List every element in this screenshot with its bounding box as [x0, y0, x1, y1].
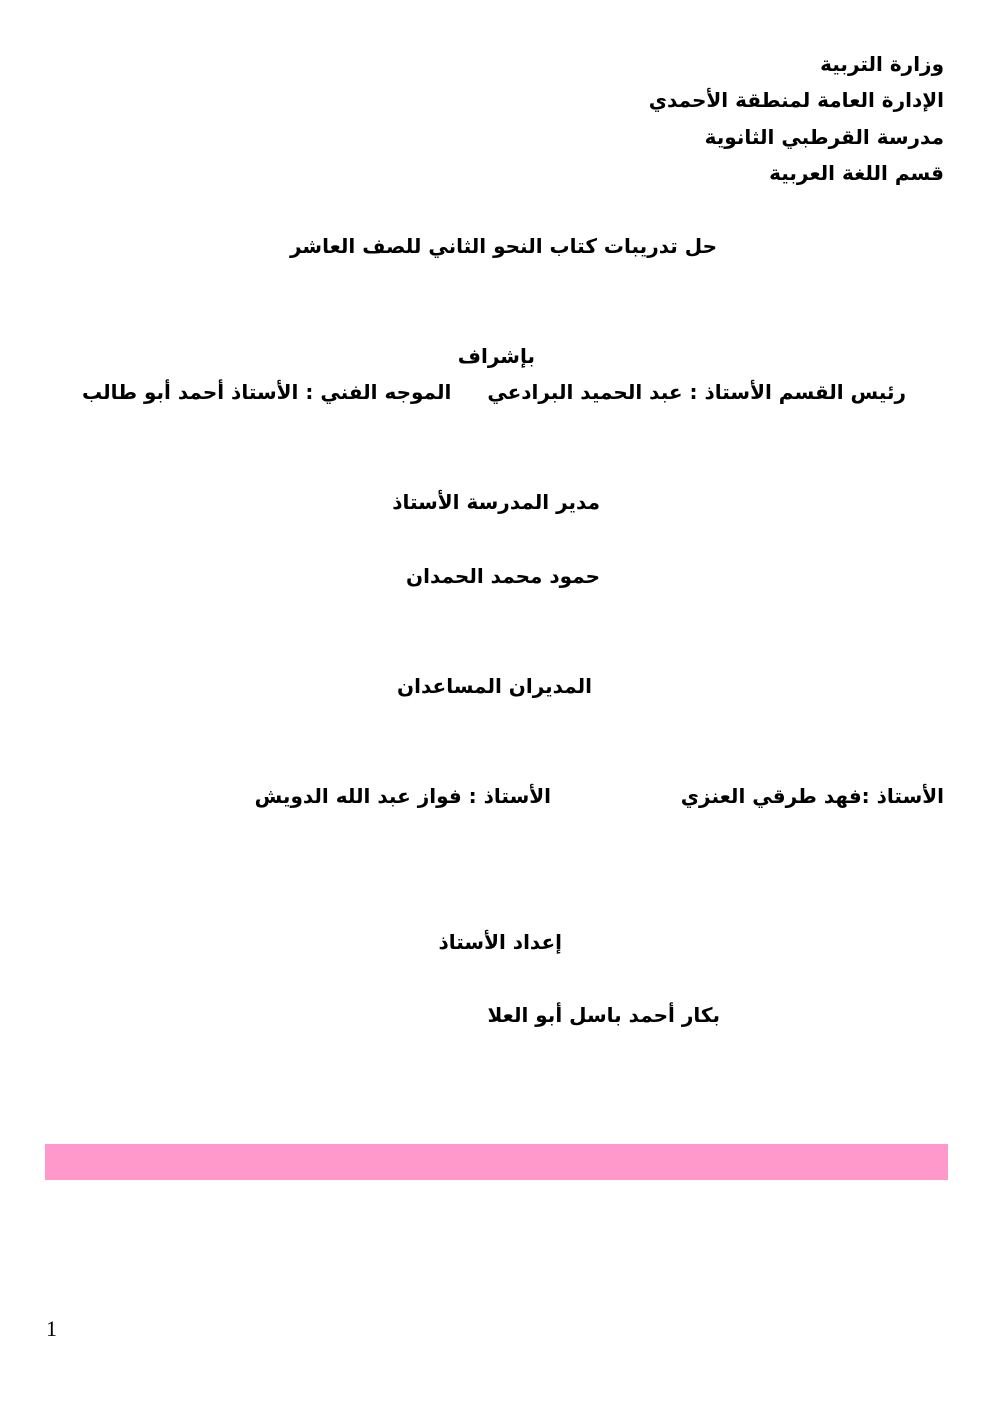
principal-label: مدير المدرسة الأستاذ	[392, 490, 600, 514]
technical-supervisor: الموجه الفني : الأستاذ أحمد أبو طالب	[82, 380, 452, 404]
assistant-principal-second: الأستاذ : فواز عبد الله الدويش	[254, 784, 551, 808]
prepared-by-name: بكار أحمد باسل أبو العلا	[487, 1003, 720, 1027]
assistant-principals-heading: المديران المساعدان	[397, 674, 592, 698]
prepared-by-label: إعداد الأستاذ	[438, 930, 562, 954]
principal-name: حمود محمد الحمدان	[406, 564, 600, 588]
footer-bar	[45, 1144, 948, 1180]
directorate-name: الإدارة العامة لمنطقة الأحمدي	[648, 88, 944, 112]
assistant-principal-first: الأستاذ :فهد طرقي العنزي	[680, 784, 944, 808]
page-number: 1	[46, 1316, 57, 1341]
document-title: حل تدريبات كتاب النحو الثاني للصف العاشر	[289, 234, 717, 258]
supervision-heading: بإشراف	[457, 344, 535, 368]
ministry-name: وزارة التربية	[820, 52, 944, 76]
school-name: مدرسة القرطبي الثانوية	[704, 125, 944, 149]
department-name: قسم اللغة العربية	[769, 161, 944, 185]
head-of-department: رئيس القسم الأستاذ : عبد الحميد البرادعي	[487, 380, 906, 404]
